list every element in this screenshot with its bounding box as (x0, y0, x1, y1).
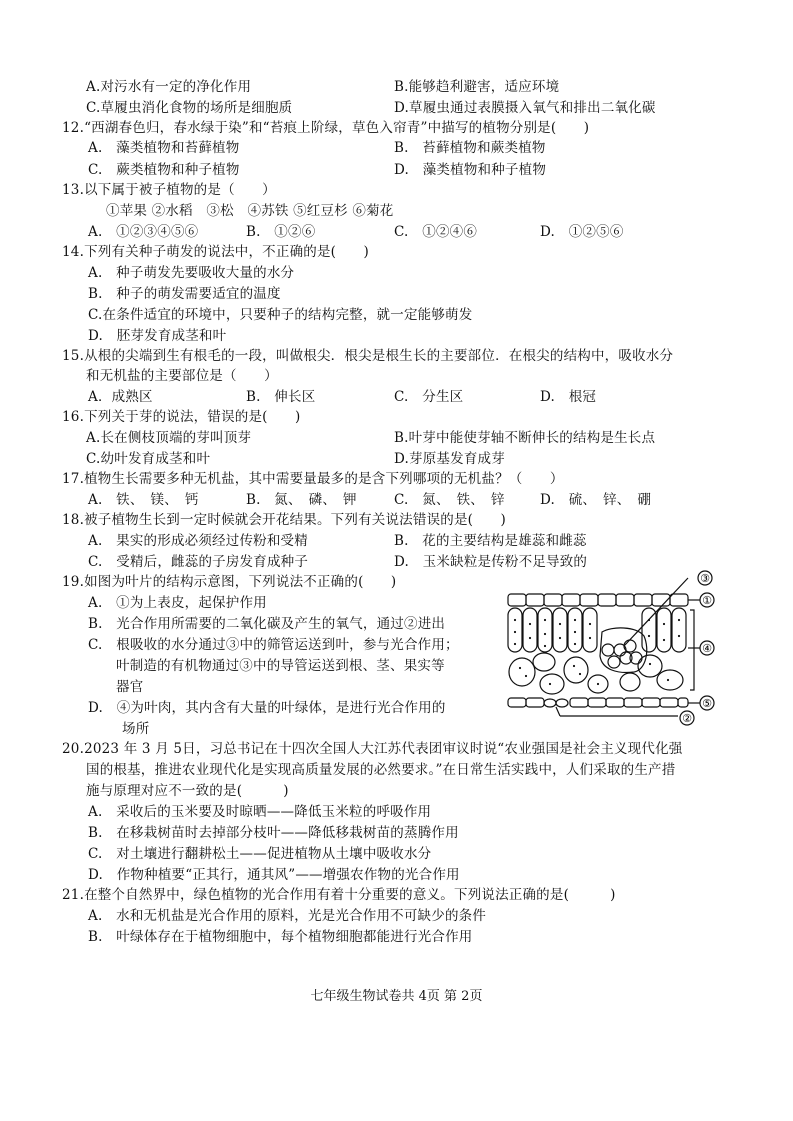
label-4: ④ (702, 642, 712, 655)
q21-stem: 21.在整个自然界中，绿色植物的光合作用有着十分重要的意义。下列说法正确的是( ) (62, 887, 616, 903)
q14-option-a: A. 种子萌发先要吸收大量的水分 (88, 265, 295, 281)
q12-option-c: C. 蕨类植物和种子植物 (88, 162, 240, 178)
q14-option-b: B. 种子的萌发需要适宜的温度 (88, 286, 281, 302)
q17-option-a: A. 铁、 镁、 钙 (88, 492, 199, 508)
label-1: ① (702, 594, 712, 607)
q19-option-d-line1: D. ④为叶肉，其内含有大量的叶绿体，是进行光合作用的 (88, 700, 446, 716)
q11-option-a: A.对污水有一定的净化作用 (86, 79, 252, 95)
q19-option-c-line3: 器官 (116, 679, 144, 695)
q12-option-b: B. 苔藓植物和蕨类植物 (394, 140, 546, 156)
leader-lines (556, 578, 700, 716)
q18-option-c: C. 受精后，雌蕊的子房发育成种子 (88, 554, 309, 570)
q19-option-c-line1: C. 根吸收的水分通过③中的筛管运送到叶，参与光合作用； (88, 637, 459, 653)
q17-option-b: B. 氮、 磷、 钾 (246, 492, 357, 508)
q21-option-a: A. 水和无机盐是光合作用的原料，光是光合作用不可缺少的条件 (88, 908, 487, 924)
q15-option-c: C. 分生区 (394, 389, 464, 405)
q17-option-d: D. 硫、 锌、 硼 (540, 492, 652, 508)
q14-stem: 14.下列有关种子萌发的说法中，不正确的是( ) (62, 244, 370, 260)
q20-option-a: A. 采收后的玉米要及时晾晒——降低玉米粒的呼吸作用 (88, 804, 432, 820)
q19-option-b: B. 光合作用所需要的二氧化碳及产生的氧气，通过②进出 (88, 616, 446, 632)
q13-stem: 13.以下属于被子植物的是（ ） (62, 182, 276, 198)
q18-stem: 18.被子植物生长到一定时候就会开花结果。下列有关说法错误的是( ) (62, 512, 507, 528)
q15-stem-line2: 和无机盐的主要部位是（ ） (86, 368, 278, 384)
leaf-structure-diagram (500, 566, 724, 732)
q19-option-a: A. ①为上表皮，起保护作用 (88, 595, 267, 611)
q11-option-b: B.能够趋利避害，适应环境 (394, 79, 560, 95)
q16-option-c: C.幼叶发育成茎和叶 (86, 451, 211, 467)
q14-option-c: C.在条件适宜的环境中，只要种子的结构完整，就一定能够萌发 (88, 307, 473, 323)
q17-option-c: C. 氮、 铁、 锌 (394, 492, 505, 508)
q16-option-a: A.长在侧枝顶端的芽叫顶芽 (86, 430, 252, 446)
vein-bundle (600, 628, 647, 673)
q20-option-d: D. 作物种植要“正其行，通其风”——增强农作物的光合作用 (88, 867, 460, 883)
q13-option-b: B. ①②⑥ (246, 224, 316, 240)
q16-option-d: D.芽原基发育成芽 (394, 451, 505, 467)
q20-stem-line1: 20.2023 年 3 月 5日，习总书记在十四次全国人大江苏代表团审议时说“农业强国是社会主义现代化强 (62, 741, 683, 757)
q14-option-d: D. 胚芽发育成茎和叶 (88, 328, 227, 344)
q18-option-d: D. 玉米缺粒是传粉不足导致的 (394, 554, 588, 570)
q20-stem-line2: 国的根基，推进农业现代化是实现高质量发展的必然要求。”在日常生活实践中，人们采取的生产措 (86, 762, 676, 778)
spongy-layer (509, 653, 683, 694)
q18-option-b: B. 花的主要结构是雄蕊和雌蕊 (394, 533, 587, 549)
q19-option-c-line2: 叶制造的有机物通过③中的导管运送到根、茎、果实等 (116, 658, 445, 674)
q19-stem: 19.如图为叶片的结构示意图，下列说法不正确的( ) (62, 574, 397, 590)
q15-option-b: B. 伸长区 (246, 389, 316, 405)
page-footer: 七年级生物试卷共 4页 第 2页 (310, 989, 483, 1004)
q15-option-d: D. 根冠 (540, 389, 597, 405)
q20-stem-line3: 施与原理对应不一致的是( ) (86, 783, 289, 799)
q16-stem: 16.下列关于芽的说法，错误的是( ) (62, 409, 301, 425)
q15-option-a: A．成熟区 (88, 389, 153, 405)
q21-option-b: B. 叶绿体存在于植物细胞中，每个植物细胞都能进行光合作用 (88, 929, 473, 945)
q12-option-d: D. 藻类植物和种子植物 (394, 162, 547, 178)
q13-option-a: A. ①②③④⑤⑥ (88, 224, 199, 240)
q13-items: ①苹果 ②水稻 ③松 ④苏铁 ⑤红豆杉 ⑥菊花 (106, 203, 394, 219)
q18-option-a: A. 果实的形成必须经过传粉和受精 (88, 533, 308, 549)
q11-option-d: D.草履虫通过表膜摄入氧气和排出二氧化碳 (394, 100, 656, 116)
q20-option-b: B. 在移栽树苗时去掉部分枝叶——降低移栽树苗的蒸腾作用 (88, 825, 459, 841)
q17-stem: 17.植物生长需要多种无机盐，其中需要量最多的是含下列哪项的无机盐？（ ） (62, 471, 564, 487)
q13-option-c: C. ①②④⑥ (394, 224, 478, 240)
q11-option-c: C.草履虫消化食物的场所是细胞质 (86, 100, 293, 116)
upper-epidermis (508, 594, 688, 606)
lower-epidermis (508, 698, 688, 707)
q13-option-d: D. ①②⑤⑥ (540, 224, 624, 240)
q15-stem-line1: 15.从根的尖端到生有根毛的一段，叫做根尖．根尖是根生长的主要部位．在根尖的结构中，吸收水分 (62, 348, 674, 364)
q20-option-c: C. 对土壤进行翻耕松土——促进植物从土壤中吸收水分 (88, 846, 432, 862)
label-3: ③ (700, 572, 710, 585)
q16-option-b: B.叶芽中能使芽轴不断伸长的结构是生长点 (394, 430, 656, 446)
label-2: ② (682, 712, 692, 725)
palisade-layer (508, 608, 686, 652)
q12-option-a: A. 藻类植物和苔藓植物 (88, 140, 240, 156)
q19-option-d-line2: 场所 (122, 721, 150, 737)
q12-stem: 12.“西湖春色归，春水绿于染”和“苔痕上阶绿，草色入帘青”中描写的植物分别是( ) (62, 120, 590, 136)
label-5: ⑤ (702, 697, 712, 710)
